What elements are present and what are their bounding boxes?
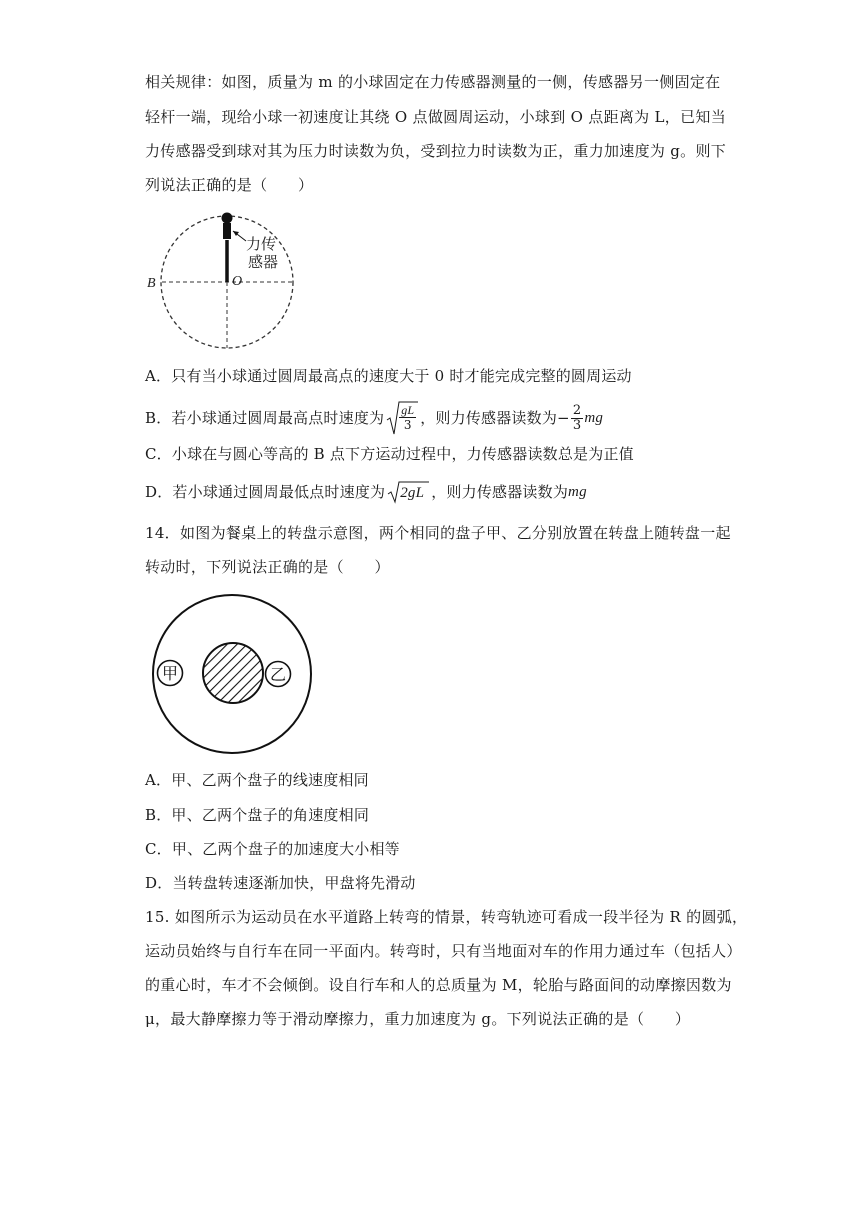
q14-stem-line-2: 转动时，下列说法正确的是（ ） bbox=[145, 558, 390, 576]
q13-option-b-sqrt-numerator: gL bbox=[401, 403, 415, 417]
plate-jia-label: 甲 bbox=[161, 664, 179, 683]
sensor-label-1: 力传 bbox=[246, 235, 277, 253]
sensor-label-2: 感器 bbox=[248, 253, 279, 271]
small-ball bbox=[222, 213, 233, 224]
q14-option-c: C．甲、乙两个盘子的加速度大小相等 bbox=[145, 840, 400, 858]
q13-option-b-frac-numerator: 2 bbox=[572, 402, 582, 418]
q13-option-d bbox=[145, 479, 587, 505]
q13-stem-line-4: 列说法正确的是（ ） bbox=[145, 176, 314, 194]
q13-option-d-end: mg bbox=[568, 484, 587, 500]
plate-yi-label: 乙 bbox=[269, 665, 287, 684]
turntable-center-hatched bbox=[203, 643, 263, 703]
point-B-label: B bbox=[147, 276, 156, 291]
q15-stem-line-4: μ，最大静摩擦力等于滑动摩擦力，重力加速度为 g。下列说法正确的是（ ） bbox=[145, 1010, 691, 1028]
q13-circle-figure bbox=[140, 205, 310, 355]
q13-option-d-mid: ，则力传感器读数为 bbox=[431, 483, 569, 501]
q13-option-d-sqrt-content: 2gL bbox=[400, 485, 425, 501]
q13-option-b-frac-denominator: 3 bbox=[572, 417, 582, 433]
q13-stem-line-1: 相关规律：如图，质量为 m 的小球固定在力传感器测量的一侧，传感器另一侧固定在 bbox=[145, 73, 721, 91]
q13-option-b-prefix: B．若小球通过圆周最高点时速度为 bbox=[145, 409, 385, 427]
q15-stem-line-2: 运动员始终与自行车在同一平面内。转弯时，只有当地面对车的作用力通过车（包括人） bbox=[145, 942, 742, 960]
q13-option-d-prefix: D．若小球通过圆周最低点时速度为 bbox=[145, 483, 386, 501]
q14-option-b: B．甲、乙两个盘子的角速度相同 bbox=[145, 806, 370, 824]
q13-option-b-sqrt bbox=[386, 400, 418, 436]
q13-stem-line-3: 力传感器受到球对其为压力时读数为负，受到拉力时读数为正，重力加速度为 g。则下 bbox=[145, 142, 727, 160]
q13-option-b-mid: ，则力传感器读数为 bbox=[420, 409, 558, 427]
q13-option-a: A．只有当小球通过圆周最高点的速度大于 0 时才能完成完整的圆周运动 bbox=[145, 367, 632, 385]
q14-turntable-figure bbox=[148, 594, 318, 764]
q13-option-b-end: mg bbox=[584, 410, 604, 426]
q13-option-d-sqrt bbox=[387, 480, 429, 504]
q13-option-c: C．小球在与圆心等高的 B 点下方运动过程中，力传感器读数总是为正值 bbox=[145, 445, 634, 463]
q13-option-b-minus: − bbox=[557, 409, 570, 427]
point-O-label: O bbox=[232, 274, 243, 289]
q14-stem-line-1: 14．如图为餐桌上的转盘示意图，两个相同的盘子甲、乙分别放置在转盘上随转盘一起 bbox=[145, 524, 731, 542]
force-sensor bbox=[223, 223, 231, 239]
q15-stem-line-1: 15. 如图所示为运动员在水平道路上转弯的情景，转弯轨迹可看成一段半径为 R 的圆弧， bbox=[145, 908, 748, 926]
q13-option-b-sqrt-denominator: 3 bbox=[403, 418, 412, 432]
q15-stem-line-3: 的重心时，车才不会倾倒。设自行车和人的总质量为 M，轮胎与路面间的动摩擦因数为 bbox=[145, 976, 732, 994]
q13-option-b bbox=[145, 400, 603, 436]
q14-option-d: D．当转盘转速逐渐加快，甲盘将先滑动 bbox=[145, 874, 416, 892]
q13-stem-line-2: 轻杆一端，现给小球一初速度让其绕 O 点做圆周运动，小球到 O 点距离为 L，已知当 bbox=[145, 108, 726, 126]
q14-option-a: A．甲、乙两个盘子的线速度相同 bbox=[145, 771, 369, 789]
